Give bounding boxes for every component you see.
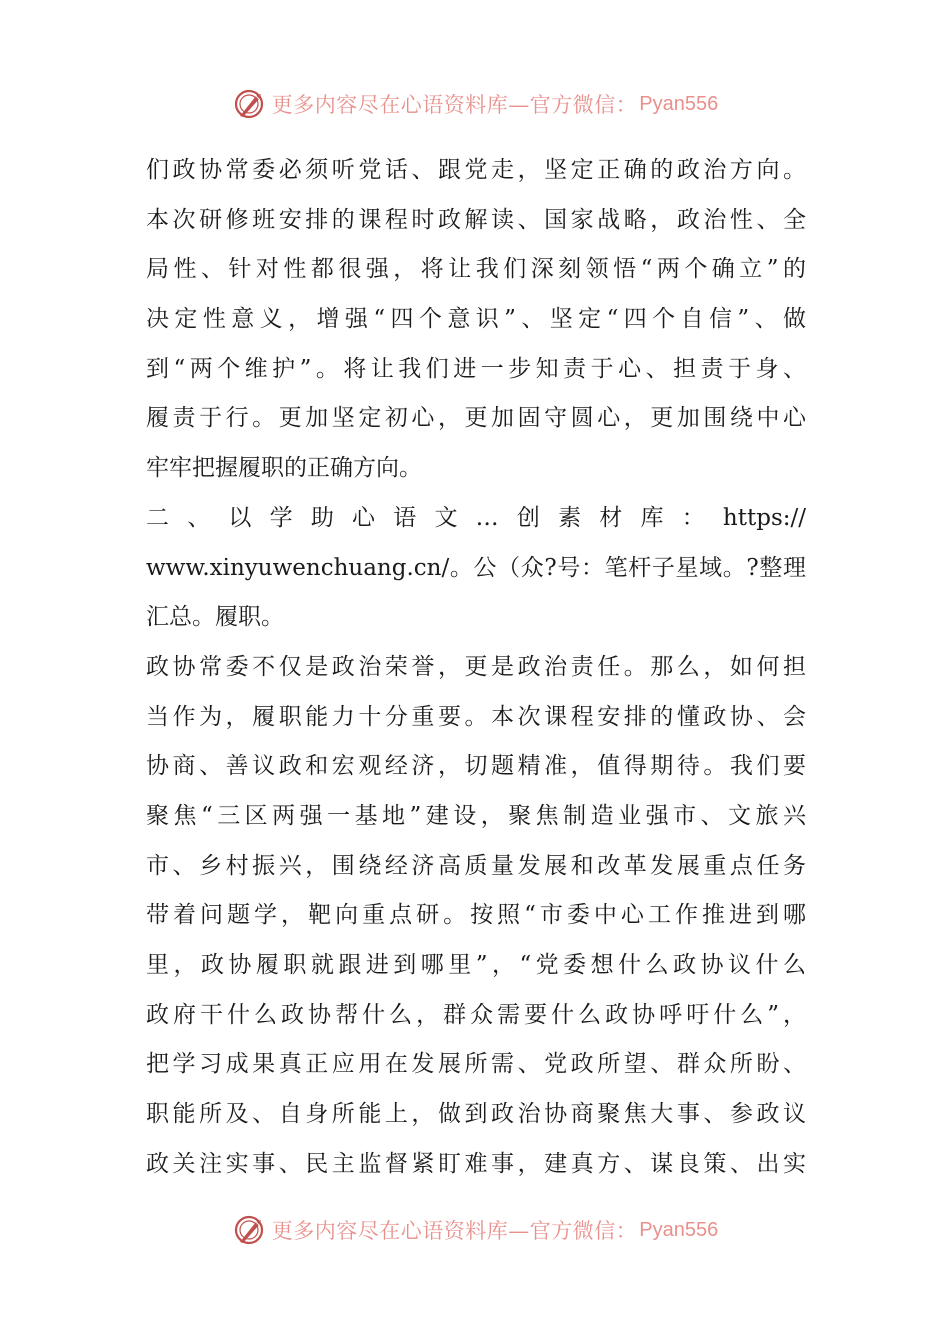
text-line: 们政协常委必须听党话、跟党走，坚定正确的政治方向。 — [146, 157, 806, 183]
watermark-text: 更多内容尽在心语资料库—官方微信： — [271, 93, 638, 117]
watermark-wechat-id: Pyan556 — [639, 92, 719, 115]
text-line: 聚焦“三区两强一基地”建设，聚焦制造业强市、文旅兴 — [146, 802, 806, 829]
section-heading: 二、以学助心语文…创素材库：https:// — [146, 504, 806, 531]
text-line: 履责于行。更加坚定初心，更加固守圆心，更加围绕中心 — [146, 405, 806, 432]
text-line: 决定性意义，增强“四个意识”、坚定“四个自信”、做 — [146, 306, 806, 333]
text-line: 本次研修班安排的课程时政解读、国家战略，政治性、全 — [146, 206, 806, 233]
text-line: www.xinyuwenchuang.cn/。公（众?号：笔杆子星域。?整理 — [146, 554, 806, 581]
watermark-wechat-id: Pyan556 — [639, 1218, 719, 1241]
text-line: 政府干什么政协帮什么，群众需要什么政协呼吁什么”， — [146, 1001, 806, 1028]
pen-logo-icon — [232, 1212, 268, 1248]
text-line: 把学习成果真正应用在发展所需、党政所望、群众所盼、 — [146, 1051, 806, 1078]
text-line: 带着问题学，靶向重点研。按照“市委中心工作推进到哪 — [146, 902, 806, 929]
text-line: 协商、善议政和宏观经济，切题精准，值得期待。我们要 — [146, 753, 806, 780]
text-line: 汇总。履职。 — [146, 604, 284, 631]
text-line: 当作为，履职能力十分重要。本次课程安排的懂政协、会 — [146, 703, 806, 730]
text-line: 里，政协履职就跟进到哪里”，“党委想什么政协议什么 — [146, 952, 806, 978]
text-line: 政关注实事、民主监督紧盯难事，建真方、谋良策、出实 — [146, 1150, 806, 1177]
header-watermark — [0, 82, 950, 126]
watermark-text: 更多内容尽在心语资料库—官方微信： — [271, 1219, 638, 1243]
document-body — [146, 146, 806, 1189]
footer-watermark — [0, 1208, 950, 1252]
text-line: 到“两个维护”。将让我们进一步知责于心、担责于身、 — [146, 355, 806, 382]
text-line: 市、乡村振兴，围绕经济高质量发展和改革发展重点任务 — [146, 852, 806, 879]
text-line: 政协常委不仅是政治荣誉，更是政治责任。那么，如何担 — [146, 653, 806, 680]
text-line: 职能所及、自身所能上，做到政治协商聚焦大事、参政议 — [146, 1101, 806, 1128]
text-line: 局性、针对性都很强，将让我们深刻领悟“两个确立”的 — [146, 256, 806, 283]
text-line: 牢牢把握履职的正确方向。 — [146, 455, 422, 482]
pen-logo-icon — [232, 86, 268, 122]
